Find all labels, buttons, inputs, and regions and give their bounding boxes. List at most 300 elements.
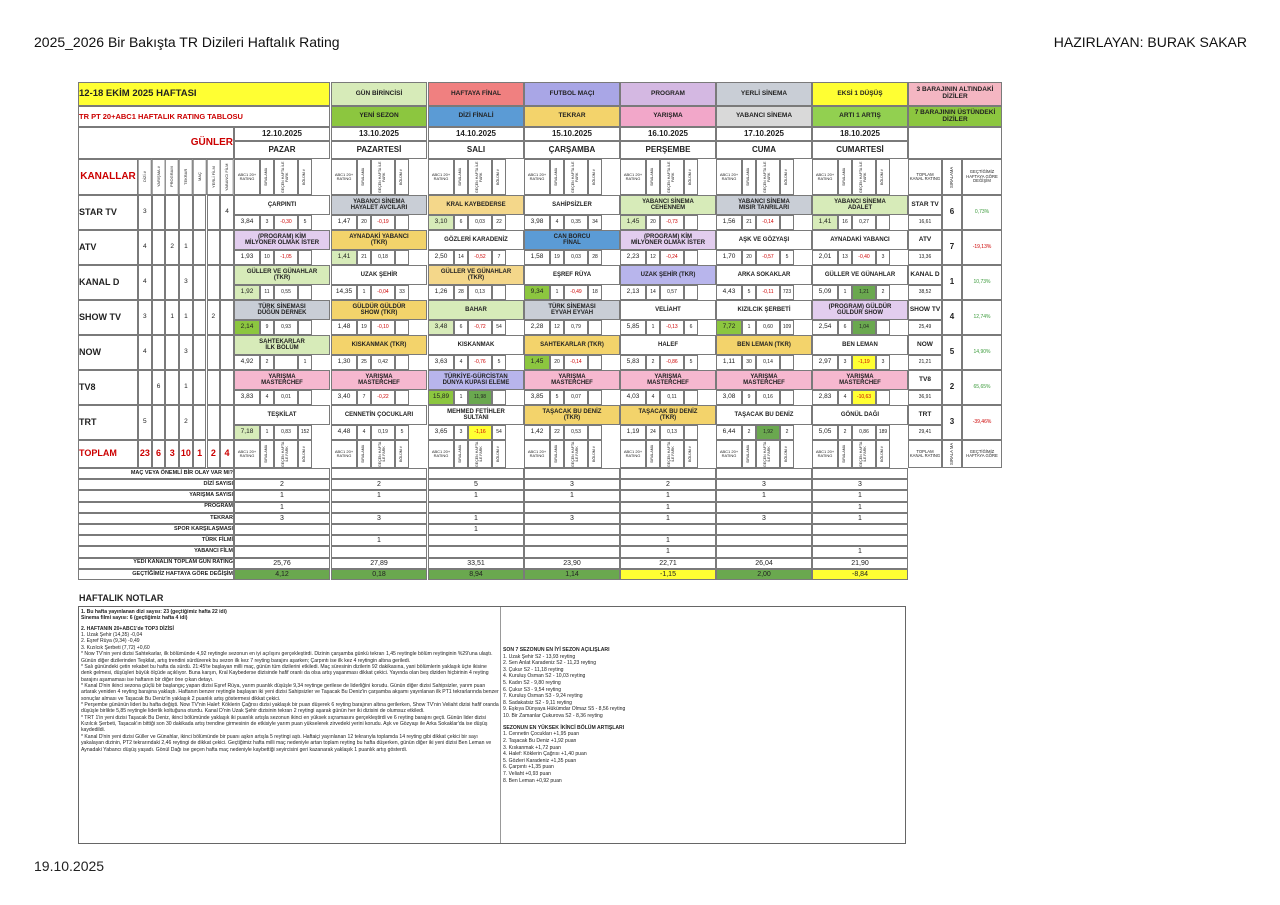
change-value: 0,01 (274, 390, 298, 405)
rank-value: 2 (260, 355, 274, 370)
rating-value: 4,48 (331, 425, 357, 440)
program-title: KRAL KAYBEDERSE (428, 195, 524, 215)
total-rating-header: TOPLAM KANAL RATING (908, 440, 942, 468)
rating-value: 1,19 (620, 425, 646, 440)
program-title: TEŞKİLAT (234, 405, 330, 425)
summary-value: 1 (331, 535, 427, 546)
change-value: 1,21 (852, 285, 876, 300)
rating-value: 3,08 (716, 390, 742, 405)
change-value: -0,19 (371, 215, 395, 230)
sub-header: ABC1 20+ RATING (428, 440, 454, 468)
episode-value: 152 (298, 425, 312, 440)
summary-value: 1 (234, 502, 330, 513)
change-value: -0,11 (756, 285, 780, 300)
channel-name-right: ATV (908, 230, 942, 250)
day-date: 17.10.2025 (716, 127, 812, 141)
notes-paragraph: * Salı günündeki çetin rekabet bu hafta da sürdü. 21:45'te başlayan milli maç, günün tüm dizilerini etkiledi. Maç süresinin dizilerin 92 dakikasına, yani bölümlerin yaklaşık üçte ikisine denk gelmesi, düşüşleri büyük ölçüde açıklıyor. Buna karşın, Kral Kaybederse dizisinde hafif oranlı da olsa artış yaşanması dikkat çekici. Yayında olan beş diziden hiçbirinin 4 reyting barajını aşamaması ise haftanın bir diğer öne çıkan detayı. (81, 663, 489, 683)
program-title: VELİAHT (620, 300, 716, 320)
sub-header: ABC1 20+ RATING (716, 440, 742, 468)
season-openings-item: 4. Kuruluş Osman S2 - 10,03 reyting (503, 673, 586, 680)
footer-date: 19.10.2025 (34, 858, 105, 874)
program-title: YARIŞMA MASTERCHEF (620, 370, 716, 390)
channel-count: 4 (138, 265, 152, 300)
rank-value: 25 (357, 355, 371, 370)
program-title: CENNETİN ÇOCUKLARI (331, 405, 427, 425)
episode-value: 189 (876, 425, 890, 440)
change-value: 0,60 (756, 320, 780, 335)
rating-value: 1,26 (428, 285, 454, 300)
rank-value: 2 (838, 425, 852, 440)
channel-count: 3 (179, 335, 193, 370)
change-value: -0,76 (468, 355, 492, 370)
rank-value: 1 (646, 320, 660, 335)
season-openings-item: 1. Uzak Şehir S2 - 13,93 reyting (503, 653, 576, 660)
program-title: BEN LEMAN (TKR) (716, 335, 812, 355)
season-openings-item: 5. Kadın S2 - 9,80 reyting (503, 680, 561, 687)
channels-label: KANALLAR (78, 159, 138, 195)
day-name: PERŞEMBE (620, 141, 716, 159)
summary-value: 3 (716, 513, 812, 524)
episode-value: 7 (492, 250, 506, 265)
change-value: -0,10 (371, 320, 395, 335)
rank-value: 20 (550, 355, 564, 370)
episode-value: 54 (492, 320, 506, 335)
legend-item: EKSİ 1 DÜŞÜŞ (812, 82, 908, 106)
program-title: AYNADAKİ YABANCI (812, 230, 908, 250)
rating-value: 2,28 (524, 320, 550, 335)
change-value: 0,03 (564, 250, 588, 265)
rank-value: 6 (454, 215, 468, 230)
channel-name-right: TRT (908, 405, 942, 425)
second-episode-item: 2. Taşacak Bu Deniz +1,92 puan (503, 737, 577, 744)
rating-value: 3,84 (234, 215, 260, 230)
program-title: TAŞACAK BU DENİZ (716, 405, 812, 425)
program-title: YABANCI SİNEMA CEHENNEM (620, 195, 716, 215)
top3-item: 2. Eşref Rüya (9,34) -0,49 (81, 638, 140, 645)
total-count: 1 (193, 440, 207, 468)
channel-count: 1 (179, 370, 193, 405)
channel-rank: 7 (942, 230, 962, 265)
program-title: BEN LEMAN (812, 335, 908, 355)
count-header: DİZİ # (138, 159, 152, 195)
change-value: -0,52 (468, 250, 492, 265)
count-header: MAÇ (193, 159, 207, 195)
summary-value: 1 (812, 490, 908, 501)
notes-title: HAFTALIK NOTLAR (79, 593, 164, 603)
season-openings-item: 3. Çukur S2 - 11,18 reyting (503, 666, 564, 673)
summary-value (620, 524, 716, 535)
program-title: KISKANMAK (TKR) (331, 335, 427, 355)
channel-count (193, 335, 207, 370)
sub-header: BÖLÜM # (395, 440, 409, 468)
rank-value: 1 (742, 320, 756, 335)
channel-count (220, 230, 234, 265)
legend-item: TEKRAR (524, 106, 620, 127)
sub-header: GEÇEN HAFTA İLE FARK (371, 159, 395, 195)
rating-value: 4,92 (234, 355, 260, 370)
notes-divider (500, 607, 501, 843)
summary-value (812, 524, 908, 535)
episode-value (684, 250, 698, 265)
sub-header: ABC1 20+ RATING (716, 159, 742, 195)
program-title: (PROGRAM) GÜLDÜR GÜLDÜR SHOW (812, 300, 908, 320)
summary-value (428, 535, 524, 546)
change-value: -0,14 (756, 215, 780, 230)
change-value: -0,22 (371, 390, 395, 405)
channel-count: 5 (138, 405, 152, 440)
summary-value (812, 468, 908, 479)
channel-count (165, 405, 179, 440)
day-name: PAZAR (234, 141, 330, 159)
sub-header: GEÇEN HAFTA İLE FARK (756, 159, 780, 195)
rating-value: 3,83 (234, 390, 260, 405)
episode-value: 33 (395, 285, 409, 300)
episode-value: 6 (684, 320, 698, 335)
legend-item: DİZİ FİNALİ (428, 106, 524, 127)
rank-value: 4 (550, 215, 564, 230)
rank-value: 21 (357, 250, 371, 265)
channel-count (207, 370, 221, 405)
sub-header: BÖLÜM # (684, 440, 698, 468)
channel-count: 3 (138, 300, 152, 335)
episode-value (684, 390, 698, 405)
episode-value (588, 390, 602, 405)
episode-value (395, 390, 409, 405)
change-value: 0,11 (660, 390, 684, 405)
summary-value: 1 (620, 490, 716, 501)
rating-value: 5,09 (812, 285, 838, 300)
summary-value (716, 535, 812, 546)
episode-value (684, 215, 698, 230)
days-label: GÜNLER (78, 127, 234, 159)
second-episode-item: 5. Gözleri Karadeniz +1,35 puan (503, 757, 577, 764)
rank-value: 19 (357, 320, 371, 335)
rating-value: 9,34 (524, 285, 550, 300)
sub-header: BÖLÜM # (492, 440, 506, 468)
table-cell (908, 127, 1002, 159)
program-title: YABANCI SİNEMA HAYALET AVCILARI (331, 195, 427, 215)
channel-count: 1 (179, 300, 193, 335)
episode-value: 18 (588, 285, 602, 300)
channel-count (207, 265, 221, 300)
channel-rank: 1 (942, 265, 962, 300)
sub-header: GEÇEN HAFTA İLE FARK (756, 440, 780, 468)
change-value: 0,53 (564, 425, 588, 440)
episode-value (395, 355, 409, 370)
program-title: SAHİPSİZLER (524, 195, 620, 215)
day-name: CUMA (716, 141, 812, 159)
channel-name-right: NOW (908, 335, 942, 355)
rank-value: 20 (357, 215, 371, 230)
summary-value: 1 (620, 546, 716, 557)
program-title: TÜRK SİNEMASI EYVAH EYVAH (524, 300, 620, 320)
count-header: YERLİ FİLM (207, 159, 221, 195)
sub-header: BÖLÜM # (684, 159, 698, 195)
summary-value: 26,04 (716, 558, 812, 569)
sub-header: ABC1 20+ RATING (234, 159, 260, 195)
change-value: 0,16 (756, 390, 780, 405)
summary-value (331, 502, 427, 513)
channel-count: 4 (220, 195, 234, 230)
day-date: 16.10.2025 (620, 127, 716, 141)
sub-header: BÖLÜM # (298, 440, 312, 468)
rank-value: 3 (260, 215, 274, 230)
sub-header: ABC1 20+ RATING (331, 159, 357, 195)
table-title: TR PT 20+ABC1 HAFTALIK RATING TABLOSU (78, 106, 330, 127)
change-value: -10,63 (852, 390, 876, 405)
program-title: TAŞACAK BU DENİZ (TKR) (620, 405, 716, 425)
change-value: 0,13 (660, 425, 684, 440)
rank-header: SIRALA MA (942, 440, 962, 468)
channel-count: 3 (138, 195, 152, 230)
sub-header: ABC1 20+ RATING (812, 440, 838, 468)
sub-header: BÖLÜM # (780, 159, 794, 195)
sub-header: GEÇEN HAFTA İLE FARK (564, 159, 588, 195)
summary-value: 3 (716, 479, 812, 490)
summary-value: 2 (331, 479, 427, 490)
channel-count (152, 230, 166, 265)
rank-value: 9 (742, 390, 756, 405)
rank-value: 11 (260, 285, 274, 300)
channel-total: 16,61 (908, 215, 942, 230)
change-value: 0,42 (371, 355, 395, 370)
rank-value: 14 (454, 250, 468, 265)
change-value: 0,79 (564, 320, 588, 335)
sub-header: ABC1 20+ RATING (812, 159, 838, 195)
sub-header: ABC1 20+ RATING (620, 440, 646, 468)
program-title: KIZILCIK ŞERBETİ (716, 300, 812, 320)
rating-value: 3,48 (428, 320, 454, 335)
program-title: YABANCI SİNEMA MISIR TANRILARI (716, 195, 812, 215)
change-value: 0,19 (371, 425, 395, 440)
sub-header: SIRALAMA (260, 159, 274, 195)
channel-count (152, 265, 166, 300)
summary-value: 5 (428, 479, 524, 490)
channel-count (193, 265, 207, 300)
channel-rank: 5 (942, 335, 962, 370)
episode-value: 22 (492, 215, 506, 230)
summary-value: 1 (812, 513, 908, 524)
episode-value (298, 285, 312, 300)
summary-value: 1 (620, 502, 716, 513)
day-date: 13.10.2025 (331, 127, 427, 141)
channel-total: 29,41 (908, 425, 942, 440)
episode-value: 5 (492, 355, 506, 370)
program-title: GÜLLER VE GÜNAHLAR (812, 265, 908, 285)
top3-item: 3. Kızılcık Şerbeti (7,72) +0,60 (81, 644, 150, 651)
channel-count: 2 (207, 300, 221, 335)
channel-count (165, 335, 179, 370)
rank-value: 13 (838, 250, 852, 265)
channel-name: KANAL D (78, 265, 138, 300)
channel-rank: 2 (942, 370, 962, 405)
episode-value (780, 215, 794, 230)
program-title: YARIŞMA MASTERCHEF (812, 370, 908, 390)
total-count: 10 (179, 440, 193, 468)
season-openings-item: 9. Eşkıya Dünyaya Hükümdar Olmaz S5 - 8,56 reyting (503, 706, 626, 713)
season-openings-item: 6. Çukur S3 - 9,54 reyting (503, 686, 562, 693)
notes-line-1: 1. Bu hafta yayınlanan dizi sayısı: 23 (geçtiğimiz hafta 22 idi) (81, 609, 227, 615)
summary-value (524, 502, 620, 513)
rating-value: 2,83 (812, 390, 838, 405)
channel-name: TRT (78, 405, 138, 440)
summary-value: 1,14 (524, 569, 620, 580)
day-date: 14.10.2025 (428, 127, 524, 141)
episode-value (395, 215, 409, 230)
sub-header: BÖLÜM # (588, 440, 602, 468)
program-title: GÖNÜL DAĞI (812, 405, 908, 425)
rank-value: 1 (357, 285, 371, 300)
program-title: TAŞACAK BU DENİZ (TKR) (524, 405, 620, 425)
channel-count (152, 335, 166, 370)
change-value: 0,27 (852, 215, 876, 230)
summary-value (428, 546, 524, 557)
rank-value: 12 (646, 250, 660, 265)
change-value: 1,92 (756, 425, 780, 440)
rank-value: 6 (838, 320, 852, 335)
notes-line-2: Sinema filmi sayısı: 6 (geçtiğimiz hafta 4 idi) (81, 615, 188, 622)
rank-value: 21 (742, 215, 756, 230)
change-value: -0,30 (274, 215, 298, 230)
change-value: 0,03 (468, 215, 492, 230)
channel-count: 1 (179, 230, 193, 265)
notes-paragraph: * Kanal D'nin ikinci sezona güçlü bir başlangıç yapan dizisi Eşref Rüya, yarım puanlık düşüşle 9,34 reytinge gerilese de liderliğini korudu. Günün diğer dizisi Sahipsizler, yarım puan artarak yeniden 4 reyting barajına yaklaştı. Haftanın benzer reytingle başlayan iki yeni dizisi Sahipsizler ve Taşacak Bu Deniz'in çarşamba akşamı yayınlanan ilk PT1 tekrarlarında benzer sonuçlar alması ve Taşacak Bu Deniz'in yaklaşık 2 puanlık artış göstermesi dikkat çekici. (81, 682, 499, 702)
channel-count (207, 195, 221, 230)
rating-value: 1,56 (716, 215, 742, 230)
program-title: GÖZLERİ KARADENİZ (428, 230, 524, 250)
count-header: YARIŞMA # (152, 159, 166, 195)
change-value: 0,13 (468, 285, 492, 300)
rank-value: 3 (454, 425, 468, 440)
summary-label: TEKRAR (78, 513, 234, 524)
summary-value: 1 (812, 546, 908, 557)
rank-value: 2 (742, 425, 756, 440)
rank-value: 2 (646, 355, 660, 370)
episode-value: 2 (876, 285, 890, 300)
channel-change: 10,73% (962, 265, 1002, 300)
sub-header: SIRALAMA (838, 440, 852, 468)
season-openings-item: 10. Bir Zamanlar Çukurova S2 - 8,36 reyting (503, 713, 603, 720)
rank-value: 28 (454, 285, 468, 300)
channel-count (165, 265, 179, 300)
summary-value: 3 (524, 513, 620, 524)
rating-value: 5,83 (620, 355, 646, 370)
sub-header: ABC1 20+ RATING (524, 159, 550, 195)
notes-left-column (81, 609, 499, 753)
sub-header: BÖLÜM # (492, 159, 506, 195)
change-value: -0,04 (371, 285, 395, 300)
rank-value: 4 (838, 390, 852, 405)
notes-paragraph: * Perşembe gününün lideri bu hafta değişti. Now TV'nin Halef: Köklerin Çağrısı dizisi yaklaşık bir puan düşerek 6 reyting barajının altına gerilerken, Show TV'nin Veliaht dizisi hafif oranda düşüşle birlikte 5,85 reytingle liderlik koltuğuna oturdu. Kanal D'nin Uzak Şehir dizisinin tekrarı 2 reytingi aşarak günün her iki dizisini de olumsuz etkiledi. (81, 702, 499, 715)
sub-header: GEÇEN HAFTA İLE FARK (852, 159, 876, 195)
rank-value: 24 (646, 425, 660, 440)
change-value: -0,14 (564, 355, 588, 370)
total-count: 3 (165, 440, 179, 468)
program-title: TÜRKİYE-GÜRCİSTAN DÜNYA KUPASI ELEME (428, 370, 524, 390)
change-value: 0,86 (852, 425, 876, 440)
program-title: KISKANMAK (428, 335, 524, 355)
channel-change: 65,65% (962, 370, 1002, 405)
episode-value (298, 320, 312, 335)
summary-value (234, 535, 330, 546)
summary-value: 1 (620, 513, 716, 524)
rank-value: 4 (357, 425, 371, 440)
episode-value: 109 (780, 320, 794, 335)
sub-header: GEÇEN HAFTA İLE FARK (564, 440, 588, 468)
rating-value: 14,35 (331, 285, 357, 300)
episode-value (492, 285, 506, 300)
episode-value (876, 390, 890, 405)
legend-item: FUTBOL MAÇI (524, 82, 620, 106)
legend-item: YENİ SEZON (331, 106, 427, 127)
week-label: 12-18 EKİM 2025 HAFTASI (78, 82, 330, 106)
channel-change: 0,73% (962, 195, 1002, 230)
channel-count: 6 (152, 370, 166, 405)
episode-value (298, 250, 312, 265)
episode-value (684, 285, 698, 300)
day-name: SALI (428, 141, 524, 159)
sub-header: GEÇEN HAFTA İLE FARK (274, 440, 298, 468)
legend-below-3: 3 BARAJININ ALTINDAKİ DİZİLER (908, 82, 1002, 106)
count-header: PROGRAM (165, 159, 179, 195)
channel-count (220, 370, 234, 405)
rating-value: 3,40 (331, 390, 357, 405)
summary-value: 25,76 (234, 558, 330, 569)
channel-count: 2 (179, 405, 193, 440)
change-value: 0,93 (274, 320, 298, 335)
channel-total: 36,91 (908, 390, 942, 405)
document-title: 2025_2026 Bir Bakışta TR Dizileri Haftalık Rating (34, 34, 340, 50)
rank-value: 5 (550, 390, 564, 405)
change-value: -0,57 (756, 250, 780, 265)
second-episode-item: 3. Kıskanmak +1,72 puan (503, 744, 561, 751)
rank-value: 22 (550, 425, 564, 440)
rank-value: 12 (550, 320, 564, 335)
program-title: (PROGRAM) KİM MİLYONER OLMAK İSTER (234, 230, 330, 250)
rating-value: 1,47 (331, 215, 357, 230)
sub-header: SIRALAMA (550, 159, 564, 195)
summary-value: 1 (716, 490, 812, 501)
change-value: -1,05 (274, 250, 298, 265)
sub-header: GEÇEN HAFTA İLE FARK (660, 440, 684, 468)
program-title: GÜLLER VE GÜNAHLAR (TKR) (428, 265, 524, 285)
sub-header: GEÇEN HAFTA İLE FARK (468, 159, 492, 195)
episode-value (395, 320, 409, 335)
sub-header: SIRALAMA (550, 440, 564, 468)
channel-count (138, 370, 152, 405)
rating-value: 1,45 (524, 355, 550, 370)
rank-value: 4 (646, 390, 660, 405)
channel-count (179, 195, 193, 230)
channel-rank: 6 (942, 195, 962, 230)
change-value: 0,55 (274, 285, 298, 300)
summary-label: YARIŞMA SAYISI (78, 490, 234, 501)
rank-value: 20 (646, 215, 660, 230)
channel-count (165, 370, 179, 405)
channel-count (220, 265, 234, 300)
episode-value (588, 320, 602, 335)
program-title: ÇARPINTI (234, 195, 330, 215)
program-title: GÜLLER VE GÜNAHLAR (TKR) (234, 265, 330, 285)
sub-header: GEÇEN HAFTA İLE FARK (660, 159, 684, 195)
rating-value: 1,92 (234, 285, 260, 300)
summary-value (234, 524, 330, 535)
notes-right-column (503, 647, 903, 784)
episode-value (588, 425, 602, 440)
rating-value: 2,50 (428, 250, 454, 265)
rating-value: 2,97 (812, 355, 838, 370)
sub-header: GEÇEN HAFTA İLE FARK (468, 440, 492, 468)
